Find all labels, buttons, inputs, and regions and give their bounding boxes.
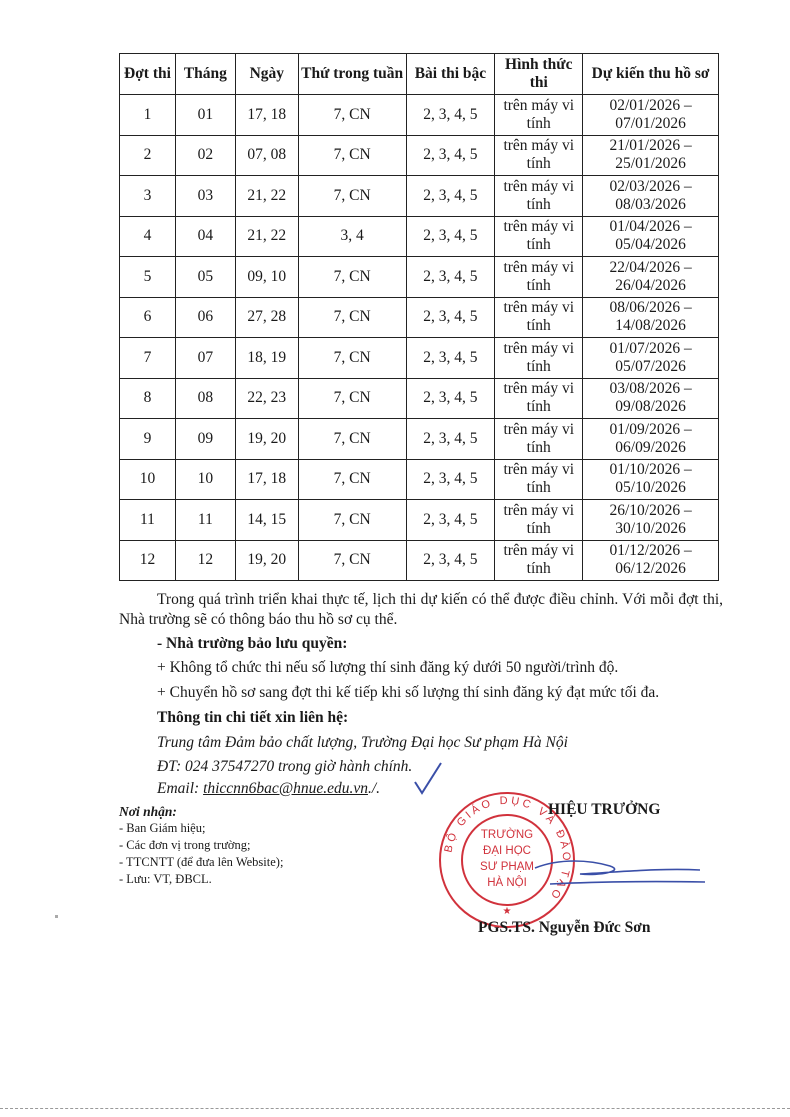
contact-org: Trung tâm Đảm bảo chất lượng, Trường Đại học Sư phạm Hà Nội bbox=[157, 734, 568, 751]
table-cell: 08 bbox=[175, 378, 235, 419]
table-cell: trên máy vi tính bbox=[495, 135, 583, 176]
table-row bbox=[120, 297, 719, 338]
table-cell: 6 bbox=[120, 297, 176, 338]
table-cell: 7, CN bbox=[298, 378, 406, 419]
table-cell: 7, CN bbox=[298, 297, 406, 338]
table-cell: 22, 23 bbox=[235, 378, 298, 419]
table-cell: 07, 08 bbox=[235, 135, 298, 176]
column-header: Tháng bbox=[175, 54, 235, 95]
recipients-title: Nơi nhận: bbox=[119, 804, 177, 819]
column-header: Hình thức thi bbox=[495, 54, 583, 95]
table-cell: 11 bbox=[175, 500, 235, 541]
svg-text:TRƯỜNG: TRƯỜNG bbox=[480, 829, 534, 841]
column-header: Đợt thi bbox=[120, 54, 176, 95]
table-header-row bbox=[120, 54, 719, 95]
table-cell: 2, 3, 4, 5 bbox=[406, 176, 495, 217]
table-cell: trên máy vi tính bbox=[495, 216, 583, 257]
handwritten-signature bbox=[530, 846, 710, 896]
email-link[interactable]: thiccnn6bac@hnue.edu.vn bbox=[203, 780, 368, 797]
scan-artifact bbox=[55, 915, 58, 918]
table-cell: 01/07/2026 – 05/07/2026 bbox=[583, 338, 719, 379]
rights-item: + Chuyển hồ sơ sang đợt thi kế tiếp khi số lượng thí sinh đăng ký đạt mức tối đa. bbox=[157, 684, 660, 701]
table-cell: 19, 20 bbox=[235, 540, 298, 581]
table-cell: 01/12/2026 – 06/12/2026 bbox=[583, 540, 719, 581]
table-cell: 01 bbox=[175, 95, 235, 136]
table-cell: 2, 3, 4, 5 bbox=[406, 297, 495, 338]
contact-heading: Thông tin chi tiết xin liên hệ: bbox=[157, 709, 349, 726]
svg-text:★: ★ bbox=[502, 906, 512, 917]
table-cell: 03 bbox=[175, 176, 235, 217]
rights-item: + Không tổ chức thi nếu số lượng thí sinh đăng ký dưới 50 người/trình độ. bbox=[157, 659, 619, 676]
table-cell: 2, 3, 4, 5 bbox=[406, 419, 495, 460]
table-cell: 01/09/2026 – 06/09/2026 bbox=[583, 419, 719, 460]
table-cell: 2, 3, 4, 5 bbox=[406, 216, 495, 257]
svg-text:ĐẠI HỌC: ĐẠI HỌC bbox=[483, 845, 531, 857]
table-cell: 7, CN bbox=[298, 135, 406, 176]
svg-text:SƯ PHẠM: SƯ PHẠM bbox=[480, 861, 534, 873]
signer-title: HIỆU TRƯỞNG bbox=[548, 801, 661, 818]
email-label: Email: bbox=[157, 780, 204, 797]
table-cell: 10 bbox=[120, 459, 176, 500]
table-cell: 9 bbox=[120, 419, 176, 460]
table-cell: trên máy vi tính bbox=[495, 540, 583, 581]
table-row bbox=[120, 176, 719, 217]
signer-name: PGS.TS. Nguyễn Đức Sơn bbox=[478, 919, 651, 936]
table-cell: 2, 3, 4, 5 bbox=[406, 378, 495, 419]
table-row bbox=[120, 257, 719, 298]
table-row bbox=[120, 378, 719, 419]
table-cell: 7, CN bbox=[298, 95, 406, 136]
recipient-item: - TTCNTT (để đưa lên Website); bbox=[119, 855, 284, 869]
table-cell: trên máy vi tính bbox=[495, 419, 583, 460]
table-cell: 12 bbox=[175, 540, 235, 581]
recipients-block bbox=[119, 803, 283, 888]
table-row bbox=[120, 459, 719, 500]
table-row bbox=[120, 419, 719, 460]
rights-heading: - Nhà trường bảo lưu quyền: bbox=[157, 635, 348, 652]
table-cell: 03/08/2026 – 09/08/2026 bbox=[583, 378, 719, 419]
table-cell: 1 bbox=[120, 95, 176, 136]
table-cell: 10 bbox=[175, 459, 235, 500]
table-cell: 7, CN bbox=[298, 500, 406, 541]
table-row bbox=[120, 216, 719, 257]
table-cell: 08/06/2026 – 14/08/2026 bbox=[583, 297, 719, 338]
table-cell: 05 bbox=[175, 257, 235, 298]
table-cell: 2, 3, 4, 5 bbox=[406, 95, 495, 136]
column-header: Bài thi bậc bbox=[406, 54, 495, 95]
table-cell: 7 bbox=[120, 338, 176, 379]
table-cell: 7, CN bbox=[298, 540, 406, 581]
table-cell: 11 bbox=[120, 500, 176, 541]
recipient-item: - Lưu: VT, ĐBCL. bbox=[119, 872, 212, 886]
table-cell: 4 bbox=[120, 216, 176, 257]
table-cell: 5 bbox=[120, 257, 176, 298]
table-cell: 01/10/2026 – 05/10/2026 bbox=[583, 459, 719, 500]
table-cell: 04 bbox=[175, 216, 235, 257]
table-cell: 22/04/2026 – 26/04/2026 bbox=[583, 257, 719, 298]
table-row bbox=[120, 95, 719, 136]
table-cell: 7, CN bbox=[298, 338, 406, 379]
table-cell: 7, CN bbox=[298, 419, 406, 460]
table-cell: trên máy vi tính bbox=[495, 500, 583, 541]
table-cell: 18, 19 bbox=[235, 338, 298, 379]
table-cell: 19, 20 bbox=[235, 419, 298, 460]
table-cell: trên máy vi tính bbox=[495, 95, 583, 136]
contact-email-line bbox=[157, 779, 380, 799]
email-suffix: ./. bbox=[367, 780, 381, 797]
table-body bbox=[120, 95, 719, 581]
table-row bbox=[120, 540, 719, 581]
column-header: Thứ trong tuần bbox=[298, 54, 406, 95]
table-cell: trên máy vi tính bbox=[495, 459, 583, 500]
recipient-item: - Các đơn vị trong trường; bbox=[119, 838, 251, 852]
page-bottom-border bbox=[0, 1108, 790, 1109]
table-cell: 17, 18 bbox=[235, 459, 298, 500]
recipient-item: - Ban Giám hiệu; bbox=[119, 821, 206, 835]
table-cell: 7, CN bbox=[298, 459, 406, 500]
table-cell: 02/03/2026 – 08/03/2026 bbox=[583, 176, 719, 217]
table-cell: 06 bbox=[175, 297, 235, 338]
table-cell: trên máy vi tính bbox=[495, 176, 583, 217]
table-cell: trên máy vi tính bbox=[495, 338, 583, 379]
table-cell: 3, 4 bbox=[298, 216, 406, 257]
table-cell: 07 bbox=[175, 338, 235, 379]
contact-phone: ĐT: 024 37547270 trong giờ hành chính. bbox=[157, 758, 413, 775]
table-cell: 2, 3, 4, 5 bbox=[406, 257, 495, 298]
column-header: Ngày bbox=[235, 54, 298, 95]
column-header: Dự kiến thu hồ sơ bbox=[583, 54, 719, 95]
exam-schedule-table bbox=[119, 53, 719, 581]
table-cell: 3 bbox=[120, 176, 176, 217]
table-cell: 7, CN bbox=[298, 176, 406, 217]
table-cell: 2, 3, 4, 5 bbox=[406, 540, 495, 581]
table-cell: 21/01/2026 – 25/01/2026 bbox=[583, 135, 719, 176]
table-cell: 14, 15 bbox=[235, 500, 298, 541]
table-cell: 21, 22 bbox=[235, 216, 298, 257]
table-cell: 27, 28 bbox=[235, 297, 298, 338]
table-cell: 02/01/2026 – 07/01/2026 bbox=[583, 95, 719, 136]
table-cell: 09, 10 bbox=[235, 257, 298, 298]
svg-text:BỘ GIÁO DỤC VÀ ĐÀO TẠO: BỘ GIÁO DỤC VÀ ĐÀO TẠO bbox=[442, 794, 573, 903]
table-cell: 7, CN bbox=[298, 257, 406, 298]
table-cell: 2 bbox=[120, 135, 176, 176]
table-cell: 2, 3, 4, 5 bbox=[406, 459, 495, 500]
table-cell: 17, 18 bbox=[235, 95, 298, 136]
table-cell: trên máy vi tính bbox=[495, 297, 583, 338]
table-cell: 2, 3, 4, 5 bbox=[406, 338, 495, 379]
table-row bbox=[120, 338, 719, 379]
table-cell: 21, 22 bbox=[235, 176, 298, 217]
table-row bbox=[120, 135, 719, 176]
table-cell: 8 bbox=[120, 378, 176, 419]
table-cell: 2, 3, 4, 5 bbox=[406, 135, 495, 176]
table-cell: trên máy vi tính bbox=[495, 257, 583, 298]
table-cell: 26/10/2026 – 30/10/2026 bbox=[583, 500, 719, 541]
table-cell: 01/04/2026 – 05/04/2026 bbox=[583, 216, 719, 257]
note-paragraph: Trong quá trình triển khai thực tế, lịch thi dự kiến có thể được điều chỉnh. Với mỗi đợt thi, Nhà trường sẽ có thông báo thu hồ sơ cụ thể. bbox=[119, 591, 723, 628]
table-cell: 02 bbox=[175, 135, 235, 176]
table-cell: 2, 3, 4, 5 bbox=[406, 500, 495, 541]
table-cell: 09 bbox=[175, 419, 235, 460]
table-cell: 12 bbox=[120, 540, 176, 581]
table-row bbox=[120, 500, 719, 541]
table-cell: trên máy vi tính bbox=[495, 378, 583, 419]
svg-text:HÀ NỘI: HÀ NỘI bbox=[487, 877, 527, 889]
